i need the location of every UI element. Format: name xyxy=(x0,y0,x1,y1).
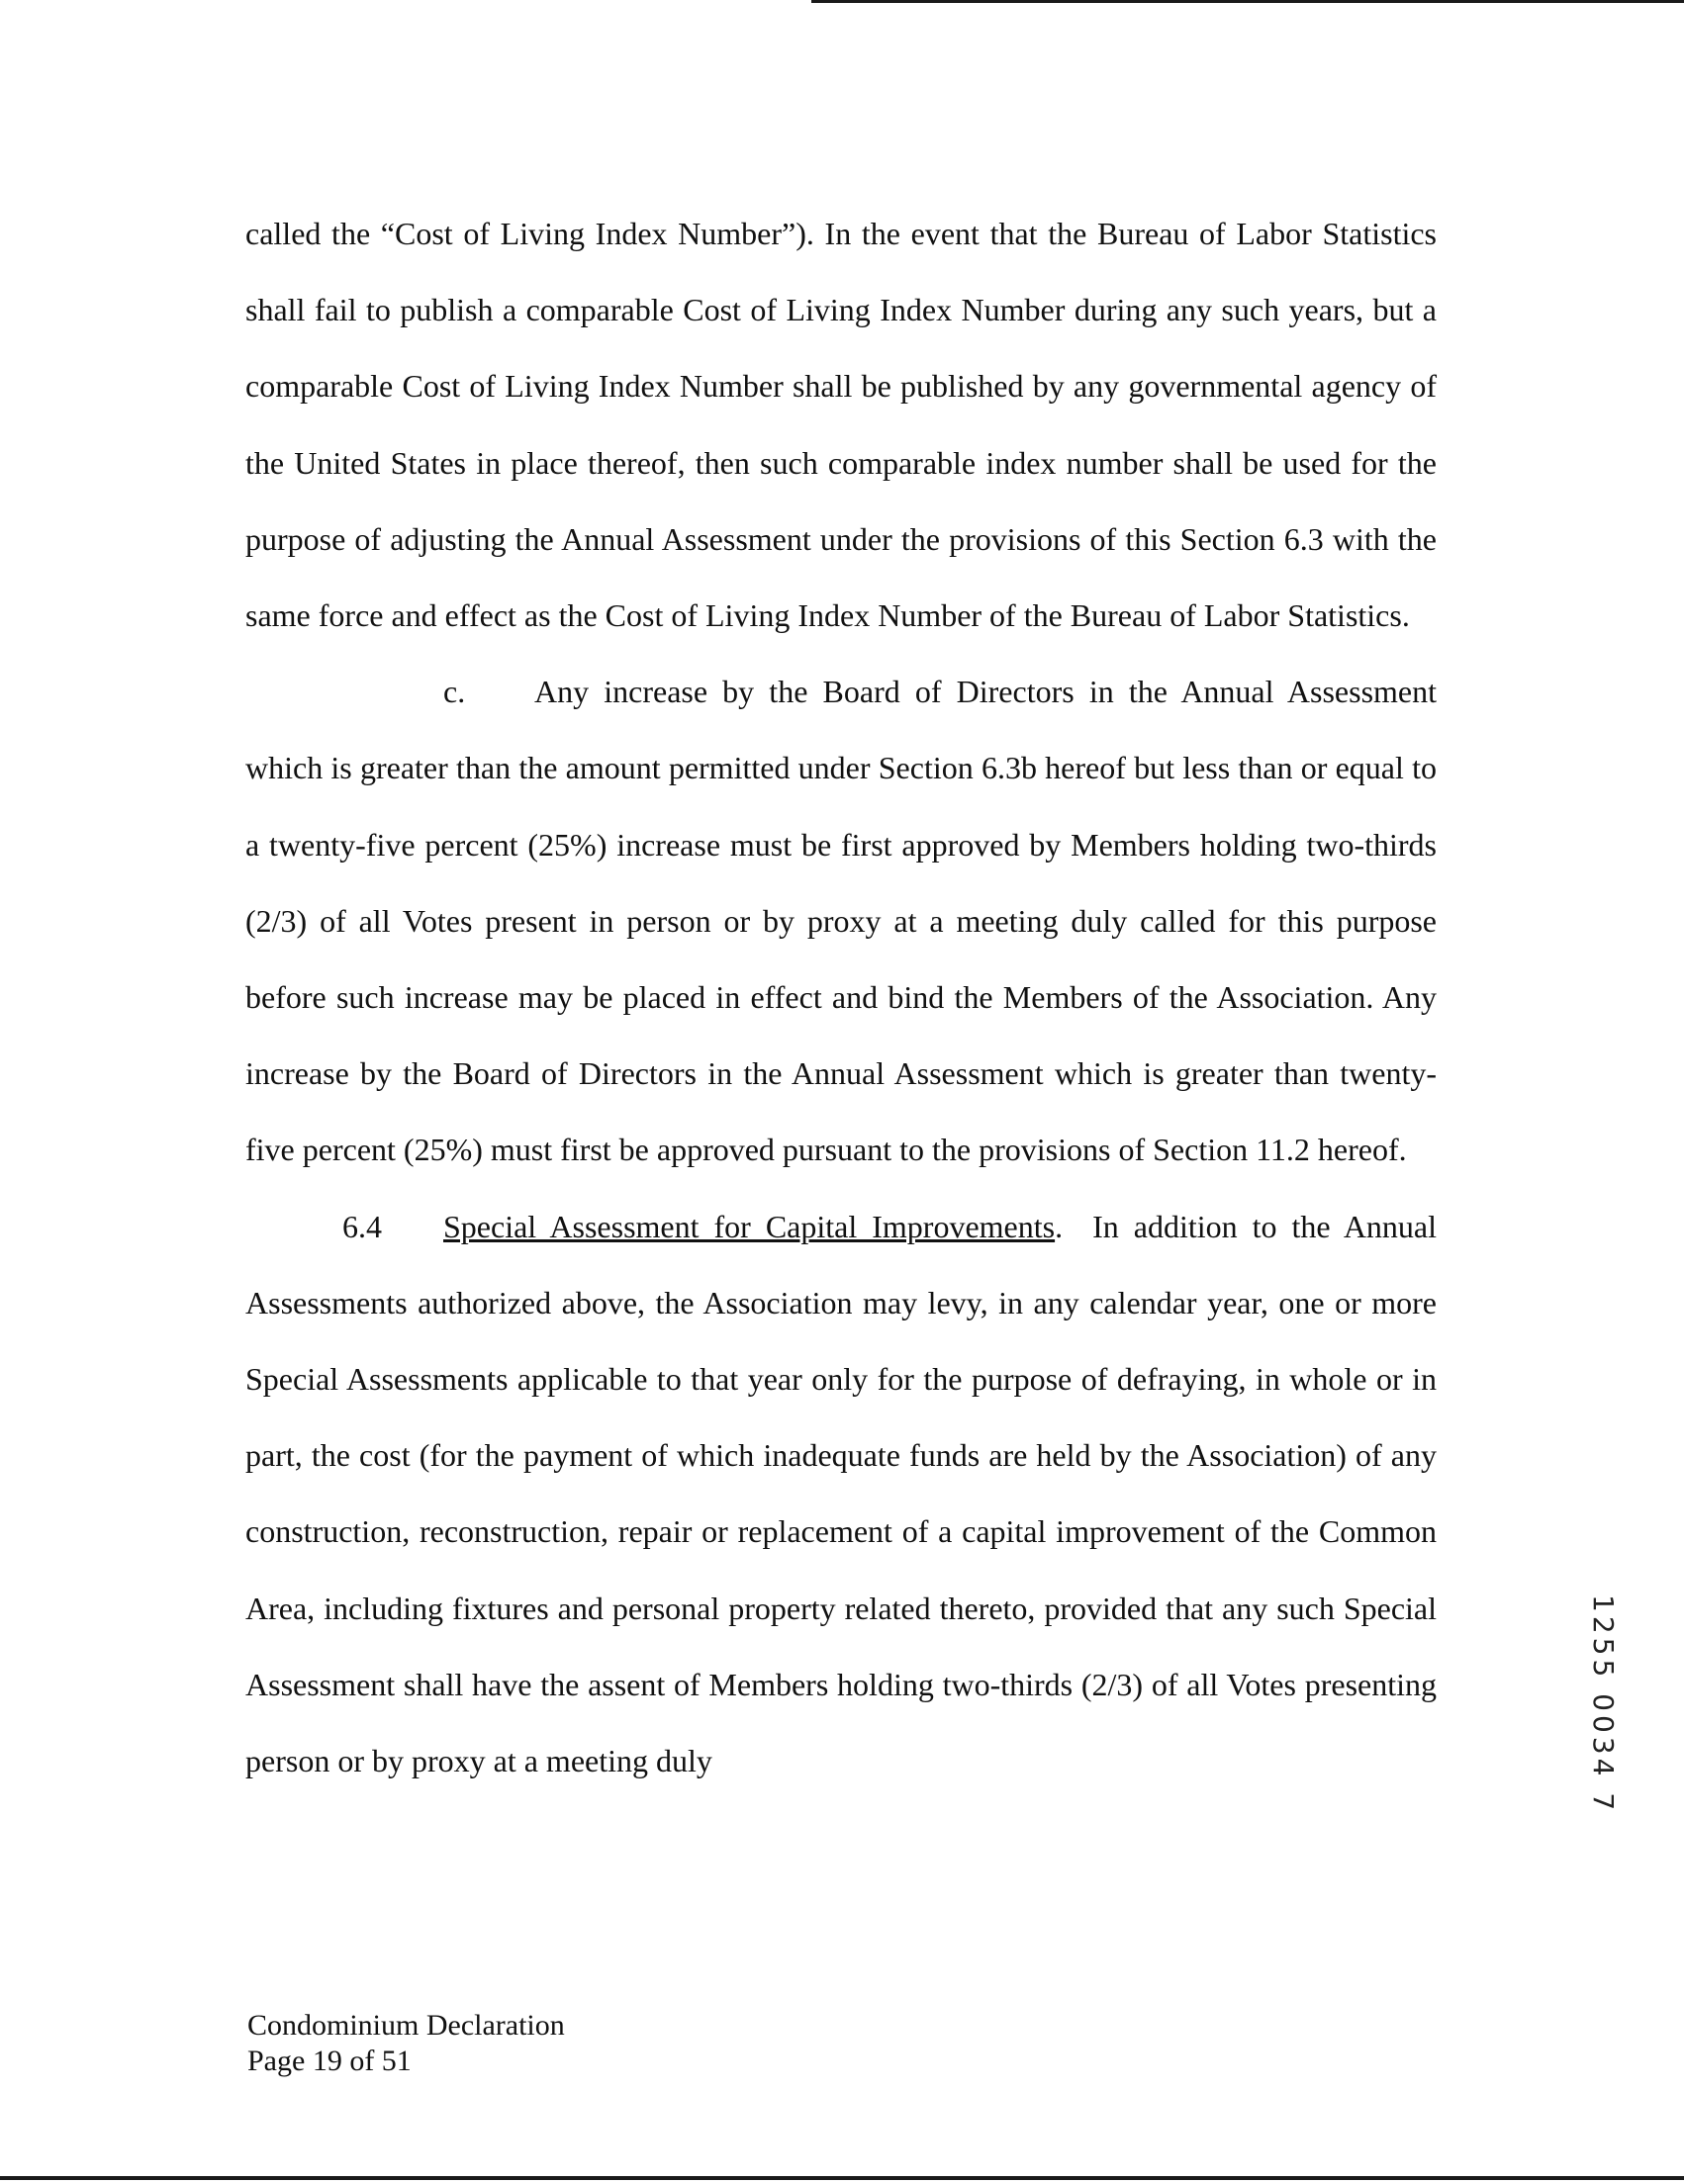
section-number: 6.4 xyxy=(342,1208,382,1244)
paragraph-text: In addition to the Annual Assessments authorized above, the Association may levy, in any calendar year, one or more Special Assessments applicable to that year only for the purpose of defraying, in whole or in part, the cost (for the payment of which inadequate funds are held by the Association) of any construction, reconstruction, repair or replacement of a capital improvement of the Common Area, including fixtures and personal property related thereto, provided that any such Special Assessment shall have the assent of Members holding two-thirds (2/3) of all Votes presenting person or by proxy at a meeting duly xyxy=(245,1208,1438,1779)
subsection-marker: c. xyxy=(443,674,466,710)
section-heading-punct: . xyxy=(1055,1208,1064,1244)
paragraph-continuation xyxy=(245,196,1437,654)
footer-page-number: Page 19 of 51 xyxy=(247,2045,412,2077)
margin-stamp xyxy=(1587,1594,1620,1862)
paragraph-text: called the “Cost of Living Index Number”). In the event that the Bureau of Labor Statistics shall fail to publish a comparable Cost of Living Index Number during any such years, but a comparable Cost of Living Index Number shall be published by any governmental agency of the United States in place thereof, then such comparable index number shall be used for the purpose of adjusting the Annual Assessment under the provisions of this Section 6.3 with the same force and effect as the Cost of Living Index Number of the Bureau of Labor Statistics. xyxy=(245,216,1437,634)
section-heading: Special Assessment for Capital Improvements xyxy=(443,1208,1056,1244)
margin-stamp-text: 1255 0034 7 xyxy=(1587,1594,1620,1815)
paragraph-subsection-c xyxy=(245,654,1437,1188)
scan-edge-bottom xyxy=(0,2176,1684,2180)
footer-title: Condominium Declaration xyxy=(247,2009,565,2042)
page-footer xyxy=(247,2008,565,2079)
paragraph-section-6-4 xyxy=(245,1189,1437,1800)
document-body xyxy=(245,196,1437,1799)
paragraph-text: Any increase by the Board of Directors in the Annual Assessment which is greater than the amount permitted under Section 6.3b hereof but less than or equal to a twenty-five percent (25%) increase must be first approved by Members holding two-thirds (2/3) of all Votes present in person or by proxy at a meeting duly called for this purpose before such increase may be placed in effect and bind the Members of the Association. Any increase by the Board of Directors in the Annual Assessment which is greater than twenty-five percent (25%) must first be approved pursuant to the provisions of Section 11.2 hereof. xyxy=(245,674,1437,1168)
scan-edge-top xyxy=(811,0,1684,3)
